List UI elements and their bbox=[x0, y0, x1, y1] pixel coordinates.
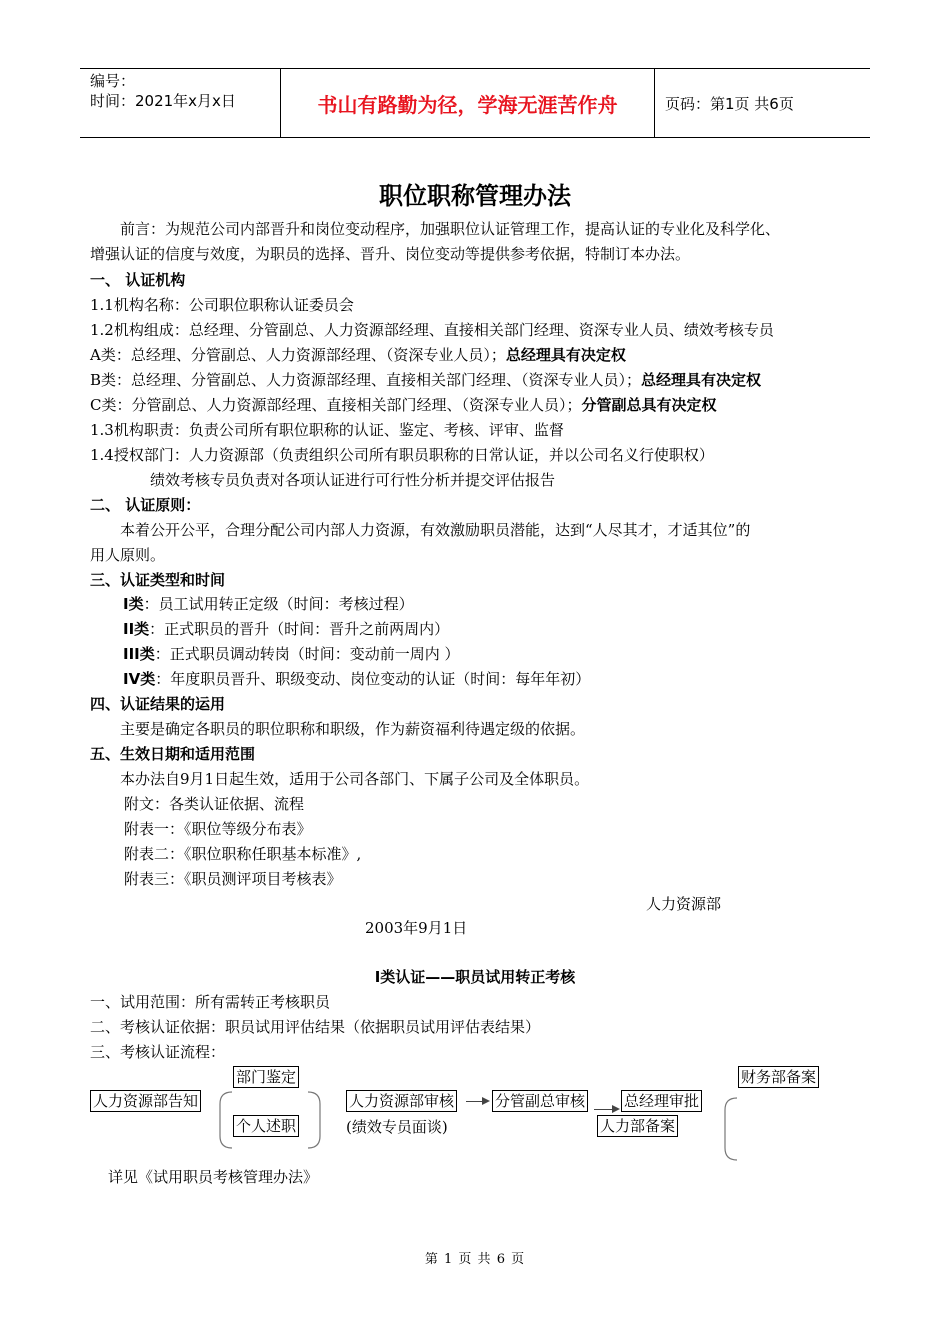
section-4-title: 四、认证结果的运用 bbox=[90, 695, 226, 713]
flow-hr-review-note: (绩效专员面谈) bbox=[346, 1118, 448, 1136]
sub-item-1: 一、试用范围：所有需转正考核职员 bbox=[90, 993, 331, 1011]
preface-line-2: 增强认证的信度与效度，为职员的选择、晋升、岗位变动等提供参考依据，特制订本办法。 bbox=[90, 245, 691, 263]
s1-item-4: 1.4授权部门：人力资源部（负责组织公司所有职员职称的日常认证，并以公司名义行使职权） bbox=[90, 446, 714, 464]
flow-vp-review: 分管副总审核 bbox=[492, 1090, 588, 1112]
s1-item-4b: 绩效考核专员负责对各项认证进行可行性分析并提交评估报告 bbox=[150, 471, 556, 489]
type-4 bbox=[123, 668, 590, 690]
flow-arrow-1 bbox=[466, 1101, 488, 1102]
type-4-text: ：年度职员晋升、职级变动、岗位变动的认证（时间：每年年初） bbox=[155, 670, 591, 688]
s1-item-3: 1.3机构职责：负责公司所有职位职称的认证、鉴定、考核、评审、监督 bbox=[90, 421, 564, 439]
s2-line-1: 本着公开公平，合理分配公司内部人力资源，有效激励职员潜能，达到“人尽其才，才适其位”的 bbox=[120, 521, 751, 539]
document-title: 职位职称管理办法 bbox=[379, 182, 571, 210]
flow-arrow-2 bbox=[594, 1109, 618, 1110]
s5-line-1: 本办法自9月1日起生效，适用于公司各部门、下属子公司及全体职员。 bbox=[120, 770, 590, 788]
type-3 bbox=[123, 643, 460, 665]
class-a-text: A类：总经理、分管副总、人力资源部经理、（资深专业人员）； bbox=[90, 346, 506, 364]
s1-item-1: 1.1机构名称：公司职位职称认证委员会 bbox=[90, 296, 354, 314]
class-b-text: B类：总经理、分管副总、人力资源部经理、直接相关部门经理、（资深专业人员）； bbox=[90, 371, 642, 389]
attachment-1: 附表一：《职位等级分布表》 bbox=[124, 820, 312, 838]
issuing-dept: 人力资源部 bbox=[646, 895, 722, 913]
class-c-authority: 分管副总具有决定权 bbox=[581, 396, 717, 414]
type-1 bbox=[123, 593, 414, 615]
s4-line-1: 主要是确定各职员的职位职称和职级，作为薪资福利待遇定级的依据。 bbox=[120, 720, 586, 738]
type-2-label: II类 bbox=[123, 620, 150, 638]
attachment-2: 附表二：《职位职称任职基本标准》, bbox=[124, 845, 362, 863]
class-a-authority: 总经理具有决定权 bbox=[505, 346, 626, 364]
flow-hr-file: 人力部备案 bbox=[597, 1115, 678, 1137]
type-3-text: ：正式职员调动转岗（时间：变动前一周内 ） bbox=[154, 645, 460, 663]
type-1-text: ：员工试用转正定级（时间：考核过程） bbox=[143, 595, 414, 613]
preface-line-1: 前言：为规范公司内部晋升和岗位变动程序，加强职位认证管理工作，提高认证的专业化及科学化、 bbox=[120, 220, 781, 238]
subsection-title: I类认证——职员试用转正考核 bbox=[374, 968, 576, 986]
class-c-text: C类：分管副总、人力资源部经理、直接相关部门经理、（资深专业人员）； bbox=[90, 396, 582, 414]
sub-item-2: 二、考核认证依据：职员试用评估结果（依据职员试用评估表结果） bbox=[90, 1018, 541, 1036]
class-c-line bbox=[90, 394, 717, 416]
class-b-authority: 总经理具有决定权 bbox=[641, 371, 762, 389]
page-header bbox=[80, 68, 870, 138]
flow-hr-notify: 人力资源部告知 bbox=[90, 1090, 201, 1112]
type-2-text: ：正式职员的晋升（时间：晋升之前两周内） bbox=[149, 620, 450, 638]
flow-self-report: 个人述职 bbox=[233, 1115, 299, 1137]
attachments: 附文：各类认证依据、流程 bbox=[124, 795, 305, 813]
type-3-label: III类 bbox=[123, 645, 155, 663]
see-reference: 详见《试用职员考核管理办法》 bbox=[108, 1168, 319, 1186]
flow-fin-file: 财务部备案 bbox=[738, 1066, 819, 1088]
header-page-info: 页码：第1页 共6页 bbox=[665, 94, 794, 113]
code-label: 编号： bbox=[90, 72, 136, 90]
section-3-title: 三、认证类型和时间 bbox=[90, 571, 226, 589]
section-1-title: 一、 认证机构 bbox=[90, 271, 186, 289]
flow-bracket-right bbox=[715, 1092, 745, 1164]
type-1-label: I类 bbox=[123, 595, 144, 613]
class-b-line bbox=[90, 369, 761, 391]
page-footer: 第 1 页 共 6 页 bbox=[424, 1252, 526, 1267]
section-2-title: 二、 认证原则： bbox=[90, 496, 201, 514]
type-4-label: IV类 bbox=[123, 670, 156, 688]
class-a-line bbox=[90, 344, 626, 366]
sub-item-3: 三、考核认证流程： bbox=[90, 1043, 226, 1061]
section-5-title: 五、生效日期和适用范围 bbox=[90, 745, 256, 763]
flow-dept-eval: 部门鉴定 bbox=[233, 1066, 299, 1088]
header-motto: 书山有路勤为径，学海无涯苦作舟 bbox=[280, 69, 655, 137]
flow-brackets bbox=[210, 1080, 330, 1160]
type-2 bbox=[123, 618, 449, 640]
attachment-3: 附表三：《职员测评项目考核表》 bbox=[124, 870, 342, 888]
header-meta bbox=[80, 69, 280, 137]
s2-line-2: 用人原则。 bbox=[90, 546, 166, 564]
s1-item-2: 1.2机构组成：总经理、分管副总、人力资源部经理、直接相关部门经理、资深专业人员、绩效考核专员 bbox=[90, 321, 774, 339]
flow-gm-approve: 总经理审批 bbox=[621, 1090, 702, 1112]
flow-hr-review: 人力资源部审核 bbox=[346, 1090, 457, 1112]
time-label: 时间：2021年x月x日 bbox=[90, 92, 236, 110]
issue-date: 2003年9月1日 bbox=[365, 919, 468, 937]
